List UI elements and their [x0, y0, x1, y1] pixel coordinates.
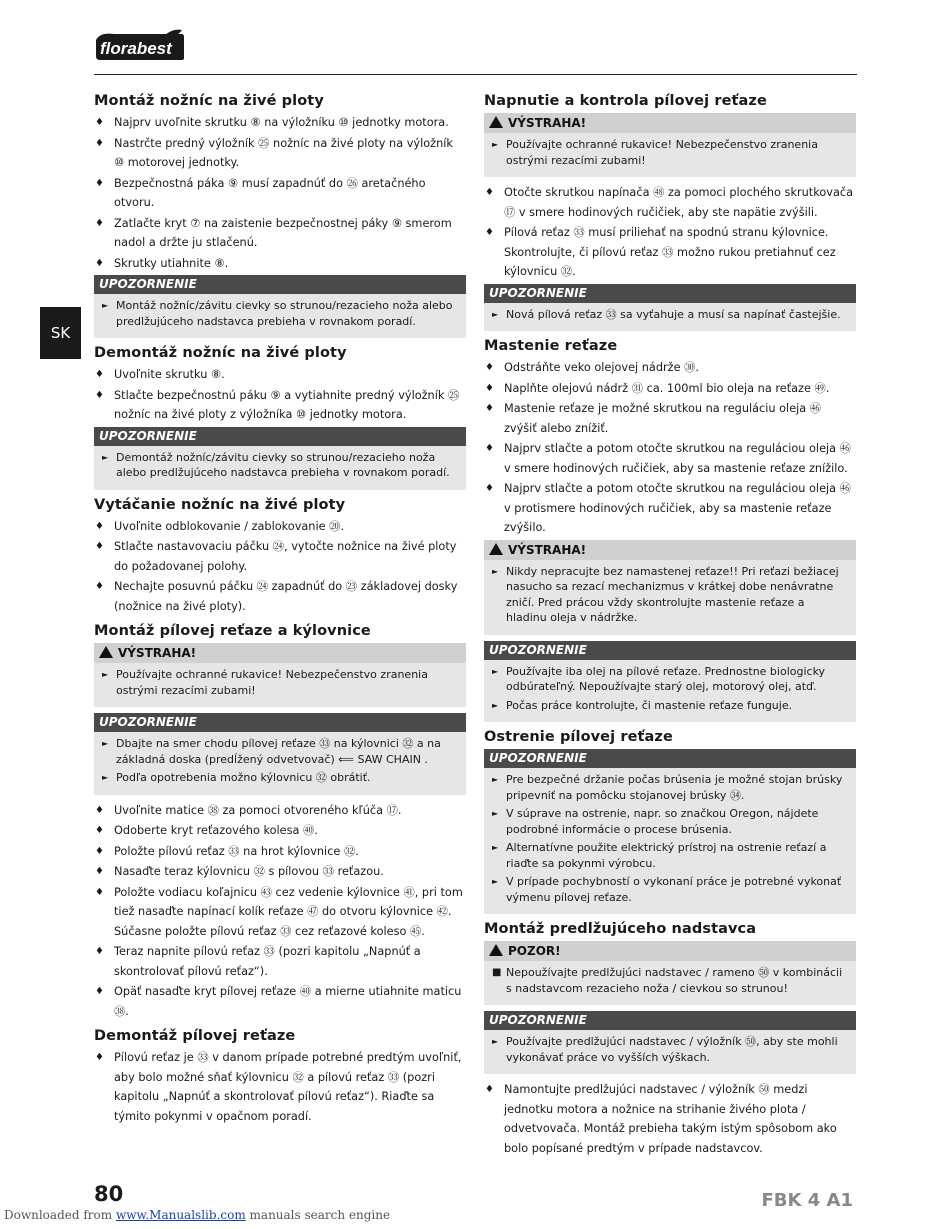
note-item: ► V súprave na ostrenie, napr. so značkou Oregon, nájdete podrobné informácie o procese brúsenia.	[492, 806, 848, 837]
note-box	[484, 749, 856, 914]
section-title: Montáž predlžujúceho nadstavca	[484, 921, 757, 937]
brand-logo	[94, 28, 186, 62]
section-title: Montáž nožníc na živé ploty	[94, 93, 324, 109]
section-title: Mastenie reťaze	[484, 338, 618, 354]
warning-header: POZOR!	[484, 941, 856, 961]
note-item: ► V prípade pochybností o vykonaní práce je potrebné vykonať výmenu pílovej reťaze.	[492, 874, 848, 905]
note-item: ► Dbajte na smer chodu pílovej reťaze ㉝ na kýlovnici ㉜ a na základná doska (predĺžený odvetvovač) ⟸ SAW CHAIN .	[102, 736, 458, 767]
download-link[interactable]: www.Manualslib.com	[115, 1208, 246, 1222]
warning-icon	[489, 543, 503, 555]
warning-header: VÝSTRAHA!	[484, 113, 856, 133]
note-box	[484, 284, 856, 332]
list-item: ♦ Skrutky utiahnite ⑧.	[94, 254, 466, 274]
list-item: ♦ Odoberte kryt reťazového kolesa ㊵.	[94, 821, 466, 841]
section-hedge-mount	[94, 92, 466, 338]
list-item: ♦ Najprv stlačte a potom otočte skrutkou na reguláciou oleja ㊻ v smere hodinových ručičiek, aby sa mastenie reťaze znížilo.	[484, 439, 856, 478]
list-item: ♦ Položte vodiacu koľajnicu ㊸ cez vedenie kýlovnice ㊶, pri tom tiež nasaďte napínací kolík reťaze ㊼ do otvoru kýlovnice ㊷. Súčasne položte pílovú reťaz ㉝ cez reťazové koleso ㊺.	[94, 883, 466, 942]
section-title: Napnutie a kontrola pílovej reťaze	[484, 93, 767, 109]
note-item: ► Demontáž nožníc/závitu cievky so strunou/rezacieho noža alebo predlžujúceho nadstavca prebieha v rovnakom poradí.	[102, 450, 458, 481]
warning-item: ► Používajte ochranné rukavice! Nebezpečenstvo zranenia ostrými rezacími zubami!	[102, 667, 458, 698]
section-title: Demontáž nožníc na živé ploty	[94, 345, 347, 361]
warning-icon	[489, 944, 503, 956]
header-rule	[94, 74, 857, 75]
section-chain-mount	[94, 622, 466, 1021]
section-title: Montáž pílovej reťaze a kýlovnice	[94, 623, 371, 639]
list-item: ♦ Pílovú reťaz je ㉝ v danom prípade potrebné predtým uvoľniť, aby bolo možné sňať kýlovnicu ㉜ a pílovú reťaz ㉝ (pozri kapitolu „Napnúť a skontrolovať pílovú reťaz“). Riaďte sa týmito pokynmi v opačnom poradí.	[94, 1048, 466, 1126]
page-number: 80	[94, 1182, 124, 1206]
section-chain-tension	[484, 92, 856, 331]
warning-box	[484, 113, 856, 177]
list-item: ♦ Namontujte predlžujúci nadstavec / výložník ㊿ medzi jednotku motora a nožnice na strihanie živého plota / odvetvovača. Montáž prebieha takým istým spôsobom ako bolo popísané predtým v prípade nadstavcov.	[484, 1080, 856, 1158]
note-header: UPOZORNENIE	[484, 749, 856, 768]
right-column	[484, 92, 856, 1164]
section-chain-sharpening	[484, 728, 856, 914]
note-item: ► Pre bezpečné držanie počas brúsenia je možné stojan brúsky pripevniť na pomôcku stojanovej brúsky ㉞.	[492, 772, 848, 803]
list-item: ♦ Mastenie reťaze je možné skrutkou na reguláciu oleja ㊻ zvýšiť alebo znížiť.	[484, 399, 856, 438]
download-prefix: Downloaded from	[4, 1208, 113, 1222]
warning-item: ► Nikdy nepracujte bez namastenej reťaze!! Pri reťazi bežiacej nasucho sa rezací mechanizmus v krátkej dobe nenávratne zničí. Pred prácou vždy skontrolujte mastenie reťaze a hladinu oleja v nádržke.	[492, 564, 848, 626]
note-header: UPOZORNENIE	[94, 713, 466, 732]
warning-box	[484, 941, 856, 1005]
download-suffix: manuals search engine	[249, 1208, 391, 1222]
note-box	[94, 427, 466, 490]
language-tab: SK	[40, 307, 81, 359]
warning-box	[484, 540, 856, 635]
warning-item: ► Používajte ochranné rukavice! Nebezpečenstvo zranenia ostrými rezacími zubami!	[492, 137, 848, 168]
warning-icon	[99, 646, 113, 658]
section-title: Vytáčanie nožníc na živé ploty	[94, 496, 346, 513]
list-item: ♦ Odstráňte veko olejovej nádrže ㉚.	[484, 358, 856, 378]
note-item: ► Alternatívne použite elektrický prístroj na ostrenie reťazí a riaďte sa pokynmi výrobcu.	[492, 840, 848, 871]
download-footer	[4, 1208, 390, 1222]
warning-item: ■ Nepoužívajte predlžujúci nadstavec / rameno ㊿ v kombinácii s nadstavcom rezacieho noža / cievkou so strunou!	[492, 965, 848, 996]
note-header: UPOZORNENIE	[484, 284, 856, 303]
section-chain-dismount	[94, 1027, 466, 1126]
note-box	[94, 275, 466, 338]
list-item: ♦ Zatlačte kryt ⑦ na zaistenie bezpečnostnej páky ⑨ smerom nadol a držte ju stlačenú.	[94, 214, 466, 253]
list-item: ♦ Nechajte posuvnú páčku ㉔ zapadnúť do ㉓ základovej dosky (nožnice na živé ploty).	[94, 577, 466, 616]
model-number: FBK 4 A1	[761, 1190, 853, 1211]
list-item: ♦ Bezpečnostná páka ⑨ musí zapadnúť do ㉖ aretačného otvoru.	[94, 174, 466, 213]
section-extension-mount	[484, 920, 856, 1158]
list-item: ♦ Pílová reťaz ㉝ musí priliehať na spodnú stranu kýlovnice. Skontrolujte, či pílovú reťaz ㉝ možno rukou pretiahnuť cez kýlovnicu ㉜.	[484, 223, 856, 282]
list-item: ♦ Stlačte bezpečnostnú páku ⑨ a vytiahnite predný výložník ㉕ nožníc na živé ploty z výložníka ⑩ jednotky motora.	[94, 386, 466, 425]
list-item: ♦ Najprv uvoľnite skrutku ⑧ na výložníku ⑩ jednotky motora.	[94, 113, 466, 133]
list-item: ♦ Najprv stlačte a potom otočte skrutkou na reguláciou oleja ㊻ v protismere hodinových ručičiek, aby sa mastenie reťaze zvýšilo.	[484, 479, 856, 538]
section-title: Ostrenie pílovej reťaze	[484, 729, 673, 745]
note-box	[94, 713, 466, 795]
note-item: ► Používajte predlžujúci nadstavec / výložník ㊿, aby ste mohli vykonávať práce vo vyšších výškach.	[492, 1034, 848, 1065]
note-box	[484, 1011, 856, 1074]
note-item: ► Počas práce kontrolujte, či mastenie reťaze funguje.	[492, 698, 848, 714]
note-box	[484, 641, 856, 723]
warning-box	[94, 643, 466, 707]
list-item: ♦ Teraz napnite pílovú reťaz ㉝ (pozri kapitolu „Napnúť a skontrolovať pílovú reťaz“).	[94, 942, 466, 981]
list-item: ♦ Položte pílovú reťaz ㉝ na hrot kýlovnice ㉜.	[94, 842, 466, 862]
warning-header: VÝSTRAHA!	[94, 643, 466, 663]
list-item: ♦ Nasaďte teraz kýlovnicu ㉜ s pílovou ㉝ reťazou.	[94, 862, 466, 882]
section-title: Demontáž pílovej reťaze	[94, 1028, 296, 1044]
note-header: UPOZORNENIE	[94, 427, 466, 446]
note-item: ► Používajte iba olej na pílové reťaze. Prednostne biologicky odbúrateľný. Nepoužívajte starý olej, motorový olej, atď.	[492, 664, 848, 695]
note-item: ► Nová pílová reťaz ㉝ sa vyťahuje a musí sa napínať častejšie.	[492, 307, 848, 323]
warning-header: VÝSTRAHA!	[484, 540, 856, 560]
note-item: ► Montáž nožníc/závitu cievky so strunou/rezacieho noža alebo predlžujúceho nadstavca prebieha v rovnakom poradí.	[102, 298, 458, 329]
note-header: UPOZORNENIE	[484, 1011, 856, 1030]
list-item: ♦ Uvoľnite skrutku ⑧.	[94, 365, 466, 385]
list-item: ♦ Otočte skrutkou napínača ㊽ za pomoci plochého skrutkovača ⑰ v smere hodinových ručičiek, aby ste napätie zvýšili.	[484, 183, 856, 222]
warning-icon	[489, 116, 503, 128]
list-item: ♦ Stlačte nastavovaciu páčku ㉔, vytočte nožnice na živé ploty do požadovanej polohy.	[94, 537, 466, 576]
note-header: UPOZORNENIE	[484, 641, 856, 660]
note-item: ► Podľa opotrebenia možno kýlovnicu ㉜ obrátiť.	[102, 770, 458, 786]
section-hedge-dismount	[94, 344, 466, 490]
list-item: ♦ Naplňte olejovú nádrž ㉛ ca. 100ml bio oleja na reťaze ㊾.	[484, 379, 856, 399]
list-item: ♦ Uvoľnite matice ㊳ za pomoci otvoreného kľúča ⑰.	[94, 801, 466, 821]
section-hedge-rotate	[94, 496, 466, 617]
list-item: ♦ Uvoľnite odblokovanie / zablokovanie ⑳.	[94, 517, 466, 537]
list-item: ♦ Opäť nasaďte kryt pílovej reťaze ㊵ a mierne utiahnite maticu ㊳.	[94, 982, 466, 1021]
note-header: UPOZORNENIE	[94, 275, 466, 294]
brand-wordmark: florabest	[100, 39, 172, 58]
section-chain-lubrication	[484, 337, 856, 722]
list-item: ♦ Nastrčte predný výložník ㉕ nožníc na živé ploty na výložník ⑩ motorovej jednotky.	[94, 134, 466, 173]
left-column	[94, 92, 466, 1132]
